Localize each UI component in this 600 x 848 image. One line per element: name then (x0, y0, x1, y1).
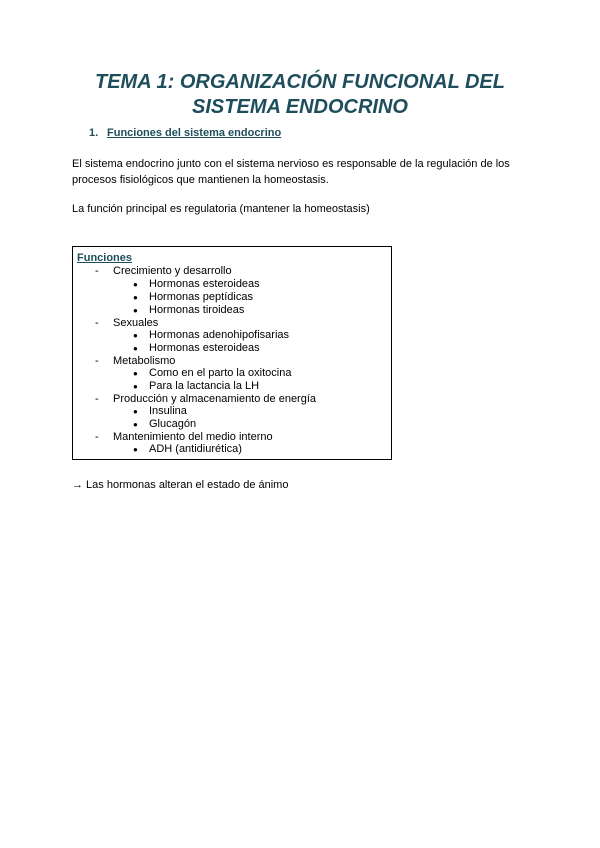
sub-item-label: Como en el parto la oxitocina (149, 367, 292, 379)
section-heading (89, 127, 281, 139)
dash-marker: - (95, 431, 99, 443)
functions-box (72, 246, 392, 460)
bullet-icon: ● (133, 331, 138, 340)
bullet-icon: ● (133, 369, 138, 378)
sub-item-label: Hormonas tiroideas (149, 304, 245, 316)
dash-marker: - (95, 317, 99, 329)
bullet-icon: ● (133, 407, 138, 416)
document-title-line-2: SISTEMA ENDOCRINO (192, 96, 408, 118)
sub-item-label: Para la lactancia la LH (149, 380, 260, 392)
sub-item-label: Insulina (149, 405, 187, 417)
bullet-icon: ● (133, 420, 138, 429)
sub-item (133, 304, 244, 317)
sub-item-label: Hormonas peptídicas (149, 291, 253, 303)
sub-item-label: Hormonas esteroideas (149, 342, 260, 354)
sub-item (133, 342, 260, 355)
category-label: Metabolismo (113, 355, 176, 367)
sub-item (133, 291, 253, 304)
intro-paragraph-line-1: El sistema endocrino junto con el sistema nervioso es responsable de la regulación de los (72, 158, 510, 170)
dash-marker: - (95, 393, 99, 405)
sub-item (133, 380, 259, 393)
sub-item-label: Hormonas esteroideas (149, 278, 260, 290)
sub-item (133, 278, 260, 291)
document-title (60, 70, 540, 120)
bullet-icon: ● (133, 306, 138, 315)
category-item (95, 265, 232, 278)
section-heading-text: Funciones del sistema endocrino (107, 127, 282, 139)
bullet-icon: ● (133, 293, 138, 302)
sub-item (133, 405, 187, 418)
bullet-icon: ● (133, 280, 138, 289)
intro-paragraph-line-2: procesos fisiológicos que mantienen la homeostasis. (72, 174, 329, 186)
sub-item (133, 329, 289, 342)
sub-item-label: ADH (antidiurética) (149, 443, 242, 455)
dash-marker: - (95, 355, 99, 367)
category-label: Crecimiento y desarrollo (113, 265, 232, 277)
mood-note: → Las hormonas alteran el estado de ánimo (72, 479, 289, 491)
bullet-icon: ● (133, 445, 138, 454)
section-number: 1. (89, 127, 99, 139)
sub-item (133, 418, 196, 431)
category-label: Producción y almacenamiento de energía (113, 393, 317, 405)
sub-item-label: Glucagón (149, 418, 197, 430)
functions-box-title: Funciones (77, 252, 133, 264)
intro-paragraph (72, 156, 532, 188)
bullet-icon: ● (133, 382, 138, 391)
sub-item (133, 443, 242, 456)
document-title-line-1: TEMA 1: ORGANIZACIÓN FUNCIONAL DEL (95, 71, 505, 93)
sub-item (133, 367, 291, 380)
bullet-icon: ● (133, 344, 138, 353)
dash-marker: - (95, 265, 99, 277)
main-function-paragraph: La función principal es regulatoria (mantener la homeostasis) (72, 203, 370, 215)
category-label: Sexuales (113, 317, 159, 329)
category-item (95, 393, 316, 406)
category-label: Mantenimiento del medio interno (113, 431, 273, 443)
sub-item-label: Hormonas adenohipofisarias (149, 329, 290, 341)
